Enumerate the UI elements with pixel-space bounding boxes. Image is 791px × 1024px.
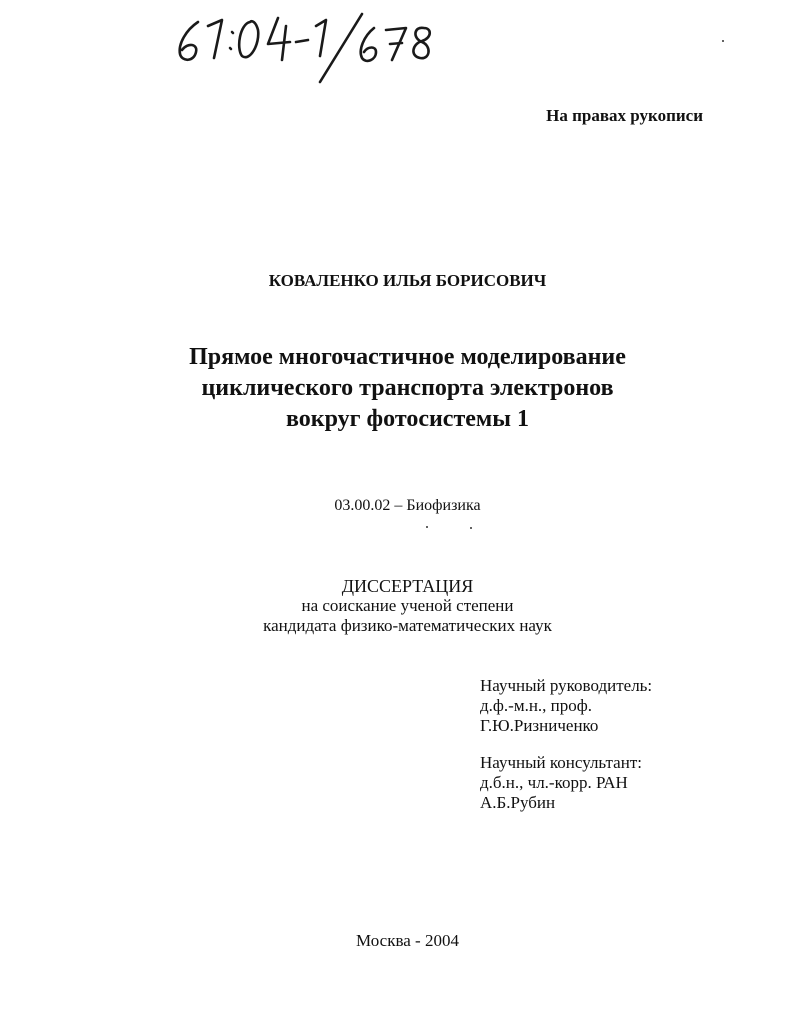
consultant-degree: д.б.н., чл.-корр. РАН: [480, 773, 628, 792]
handwritten-catalog-number: [170, 8, 470, 88]
consultant-label: Научный консультант:: [480, 753, 642, 772]
consultant-name: А.Б.Рубин: [480, 793, 556, 812]
dissertation-heading: ДИССЕРТАЦИЯ: [341, 576, 474, 596]
advisor-degree: д.ф.-м.н., проф.: [480, 696, 593, 715]
advisor-label: Научный руководитель:: [480, 676, 653, 695]
scan-speck: [470, 527, 472, 529]
title-line-2: циклического транспорта электронов: [201, 375, 614, 401]
advisor-name: Г.Ю.Ризниченко: [480, 716, 599, 735]
city-year: Москва - 2004: [356, 931, 459, 950]
scan-speck: [722, 40, 724, 42]
specialty-code: 03.00.02 – Биофизика: [334, 497, 481, 514]
title-line-1: Прямое многочастичное моделирование: [189, 344, 626, 370]
dissertation-degree-line-2: кандидата физико-математических наук: [263, 616, 552, 635]
title-line-3: вокруг фотосистемы 1: [286, 406, 529, 432]
scientific-advisor-block: [480, 676, 652, 736]
author-name: КОВАЛЕНКО ИЛЬЯ БОРИСОВИЧ: [268, 271, 547, 290]
dissertation-block: [0, 576, 791, 636]
dissertation-degree-line-1: на соискание ученой степени: [301, 596, 514, 615]
handwritten-number-drawing: [170, 8, 470, 88]
dissertation-title: [0, 342, 791, 435]
scan-speck: [426, 526, 428, 528]
manuscript-rights-label: На правах рукописи: [546, 106, 703, 125]
scientific-consultant-block: [480, 753, 642, 813]
